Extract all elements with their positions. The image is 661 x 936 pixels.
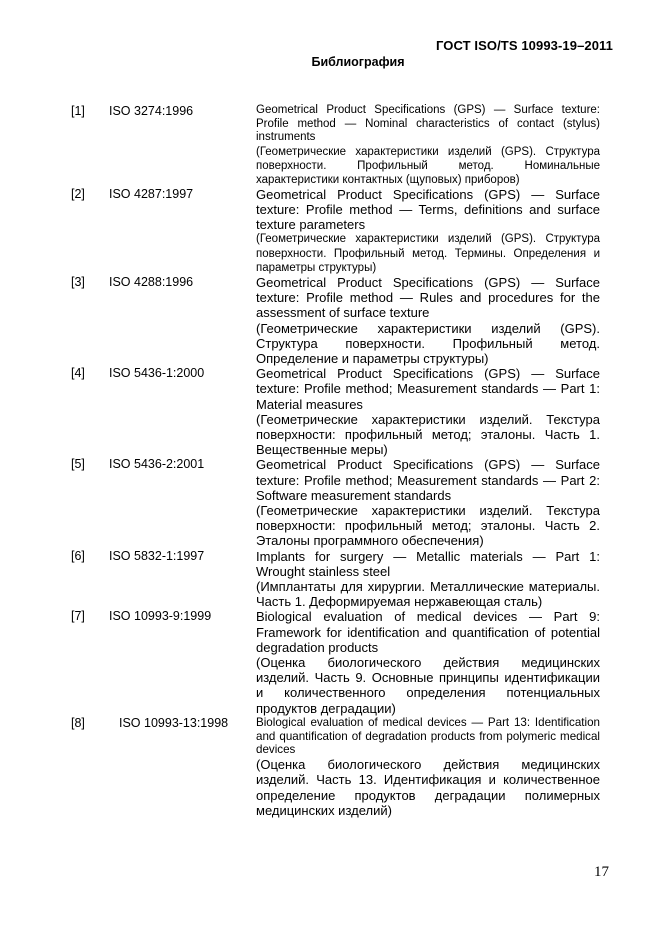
page-number: 17	[594, 864, 609, 880]
entry-number: [6]	[71, 548, 85, 563]
entry-number: [4]	[71, 366, 85, 381]
bibliography-entry-6	[0, 549, 661, 610]
entry-description	[256, 104, 600, 187]
standard-code: ISO 4287:1997	[109, 187, 194, 202]
bibliography-entry-7	[0, 609, 661, 715]
bibliography-list	[0, 104, 661, 818]
entry-description	[256, 187, 600, 275]
standard-code: ISO 5436-1:2000	[109, 366, 205, 381]
entry-description	[256, 457, 600, 548]
entry-number: [2]	[71, 187, 85, 202]
entry-title-en: Biological evaluation of medical devices — Part 13: Identification and quantification of degradation products from polymeric medical devices	[256, 715, 600, 757]
section-title: Библиография	[311, 55, 405, 69]
entry-title-ru: (Оценка биологического действия медицинских изделий. Часть 9. Основные принципы идентификации и количественного определения потенциальных продуктов деградации)	[256, 655, 600, 716]
standard-code: ISO 10993-13:1998	[119, 715, 229, 730]
entry-number: [5]	[71, 457, 85, 472]
standard-code: ISO 3274:1996	[109, 104, 194, 118]
standard-code: ISO 4288:1996	[109, 275, 194, 289]
entry-title-ru: (Имплантаты для хирургии. Металлические материалы. Часть 1. Деформируемая нержавеющая сталь)	[256, 579, 600, 610]
entry-description	[256, 549, 600, 610]
entry-title-en: Geometrical Product Specifications (GPS) — Surface texture: Profile method — Rules and procedures for the assessment of surface texture	[256, 275, 600, 321]
entry-title-ru: (Геометрические характеристики изделий (GPS). Структура поверхности. Профильный метод. Термины. Определения и параметры структуры)	[256, 233, 600, 274]
entry-number: [8]	[71, 715, 85, 730]
entry-title-en: Geometrical Product Specifications (GPS) — Surface texture: Profile method — Nominal characteristics of contact (stylus) instruments	[256, 104, 600, 144]
bibliography-entry-4	[0, 366, 661, 457]
entry-title-ru: (Геометрические характеристики изделий. Текстура поверхности: профильный метод; эталоны. Часть 1. Вещественные меры)	[256, 411, 600, 458]
standard-code: ISO 10993-9:1999	[109, 609, 212, 624]
entry-title-en: Biological evaluation of medical devices — Part 9: Framework for identification and quantification of potential degradation products	[256, 609, 600, 655]
entry-title-ru: (Геометрические характеристики изделий (GPS). Структура поверхности. Профильный метод. Определение и параметры структуры)	[256, 320, 600, 367]
entry-title-en: Geometrical Product Specifications (GPS) — Surface texture: Profile method; Measurement standards — Part 1: Material measures	[256, 366, 600, 412]
entry-title-ru: (Геометрические характеристики изделий. Текстура поверхности: профильный метод; эталоны. Часть 2. Эталоны программного обеспечения)	[256, 503, 600, 549]
entry-number: [3]	[71, 275, 85, 289]
bibliography-entry-8	[0, 716, 661, 818]
entry-title-en: Geometrical Product Specifications (GPS) — Surface texture: Profile method — Terms, definitions and surface texture parameters	[256, 187, 600, 233]
entry-title-en: Implants for surgery — Metallic materials — Part 1: Wrought stainless steel	[256, 548, 600, 579]
entry-description	[256, 716, 600, 818]
document-id: ГОСТ ISO/TS 10993-19–2011	[435, 38, 613, 53]
standard-code: ISO 5436-2:2001	[109, 457, 205, 472]
bibliography-entry-5	[0, 457, 661, 548]
entry-description	[256, 366, 600, 457]
entry-description	[256, 609, 600, 715]
entry-number: [7]	[71, 609, 85, 624]
entry-title-ru: (Геометрические характеристики изделий (GPS). Структура поверхности. Профильный метод. Номинальные характеристики контактных (щуповых) приборов)	[256, 145, 600, 187]
entry-description	[256, 275, 600, 366]
standard-code: ISO 5832-1:1997	[109, 548, 205, 563]
bibliography-entry-1	[0, 104, 661, 187]
bibliography-entry-2	[0, 187, 661, 275]
bibliography-entry-3	[0, 275, 661, 366]
entry-number: [1]	[71, 104, 85, 118]
entry-title-ru: (Оценка биологического действия медицинских изделий. Часть 13. Идентификация и количественное определение продуктов деградации полимерных медицинских изделий)	[256, 757, 600, 818]
entry-title-en: Geometrical Product Specifications (GPS) — Surface texture: Profile method; Measurement standards — Part 2: Software measurement standards	[256, 457, 600, 503]
